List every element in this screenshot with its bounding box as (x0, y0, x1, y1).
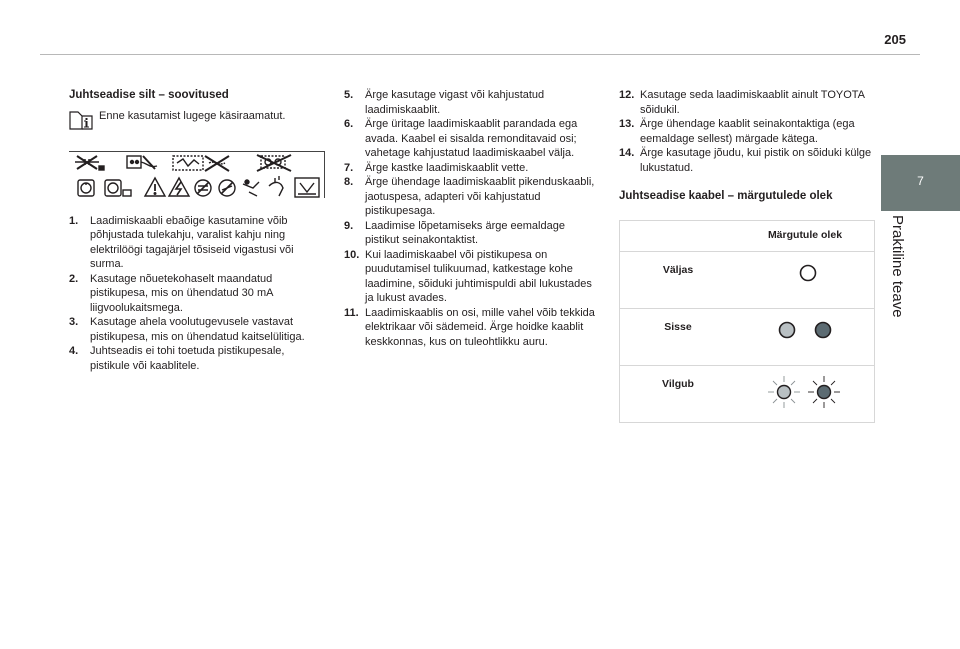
section-heading-indicator-state: Juhtseadise kaabel – märgutulede olek (619, 190, 833, 202)
list-item: 12. Kasutage seda laadimiskaablit ainult TOYOTA sõidukil. (619, 89, 865, 116)
state-label: Väljas (620, 251, 737, 308)
state-icons (736, 251, 875, 308)
list-item: 4. Juhtseadis ei tohi toetuda pistikupesale, pistikule või kaablitele. (69, 345, 285, 372)
chapter-number: 7 (917, 174, 924, 188)
list-item: 6. Ärge üritage laadimiskaablit parandada ega avada. Kaabel ei sisalda remonditavaid osi; vahetage kahjustatud laadimiskaabel välja. (344, 118, 578, 159)
state-icons (736, 308, 875, 365)
list-item: 3. Kasutage ahela voolutugevusele vastavat pistikupesa, mis on ühendatud kaitselülitiga. (69, 316, 305, 343)
manual-note-text: Enne kasutamist lugege käsiraamatut. (99, 109, 286, 122)
list-item: 13. Ärge ühendage kaablit seinakontaktiga (ega eemaldage sellest) märgade kätega. (619, 118, 855, 145)
state-icons (736, 365, 875, 422)
table-row (620, 251, 875, 308)
recommendations-list-3 (619, 88, 881, 175)
table-header-empty (620, 220, 737, 251)
read-manual-icon (69, 109, 93, 131)
list-item: 2. Kasutage nõuetekohaselt maandatud pistikupesa, mis on ühendatud 30 mA liigvoolukaitsmega. (69, 272, 273, 314)
no-pull-cable-icon (243, 180, 259, 196)
page-number: 205 (884, 32, 906, 47)
list-item: 1. Laadimiskaabli ebaõige kasutamine võib põhjustada tulekahju, varalist kahju ning elektrilöögi tagajärjel tõsiseid vigastusi või surma. (69, 214, 294, 270)
list-item: 14. Ärge kasutage jõudu, kui pistik on sõiduki külge lukustatud. (619, 147, 872, 174)
table-row (620, 308, 875, 365)
manual-note (69, 109, 327, 131)
lamp-blink-icon (760, 374, 850, 410)
recommendations-list-1 (69, 214, 327, 374)
warning-pictograms (69, 152, 325, 200)
column-2 (344, 88, 602, 349)
grounded-socket-icon (78, 180, 131, 196)
table-header-row (620, 220, 875, 251)
list-item: 8. Ärge ühendage laadimiskaablit pikenduskaabli, jaotuspesa, adapteri või kahjustatud pistikupesaga. (344, 176, 595, 217)
state-label: Sisse (620, 308, 737, 365)
no-cable-extension-icon (75, 156, 104, 170)
lamp-on-icon (765, 317, 845, 343)
list-item: 10. Kui laadimiskaabel või pistikupesa on puudutamisel tulikuumad, katkestage kohe laadimine, sõiduki juhtimispuldi abil lukustades ja lukust avades. (344, 248, 592, 304)
column-1 (69, 88, 327, 373)
recommendations-list-2 (344, 88, 602, 349)
electric-warning-icon (145, 178, 189, 196)
chapter-title: Praktiline teave (889, 215, 906, 318)
no-adapter-icon (127, 156, 157, 169)
column-3 (619, 88, 881, 423)
lamp-off-icon (775, 260, 835, 286)
state-label: Vilgub (620, 365, 737, 422)
table-row (620, 365, 875, 422)
no-multi-socket-icon (257, 155, 291, 171)
table-header-state: Märgutule olek (736, 220, 875, 251)
no-wet-hands-icon (269, 176, 283, 196)
warning-label-pictograms (69, 151, 325, 198)
header-rule (40, 54, 920, 55)
hazard-info-icon (295, 178, 319, 197)
list-item: 5. Ärge kasutage vigast või kahjustatud laadimiskaablit. (344, 89, 545, 116)
list-item: 7. Ärge kastke laadimiskaablit vette. (344, 161, 529, 174)
chapter-tab[interactable] (881, 155, 960, 211)
no-water-icon (195, 180, 211, 196)
indicator-state-table (619, 220, 875, 423)
list-item: 11. Laadimiskaablis on osi, mille vahel võib tekkida elektrikaar või sädemeid. Ärge hoidke kaablit keskkonnas, kus on tuleohtlikku auru. (344, 306, 595, 348)
no-damaged-cable-icon (173, 156, 229, 171)
no-force-icon (219, 180, 235, 196)
section-heading-recommendations: Juhtseadise silt – soovitused (69, 89, 229, 101)
list-item: 9. Laadimise lõpetamiseks ärge eemaldage pistikut seinakontaktist. (344, 219, 565, 246)
